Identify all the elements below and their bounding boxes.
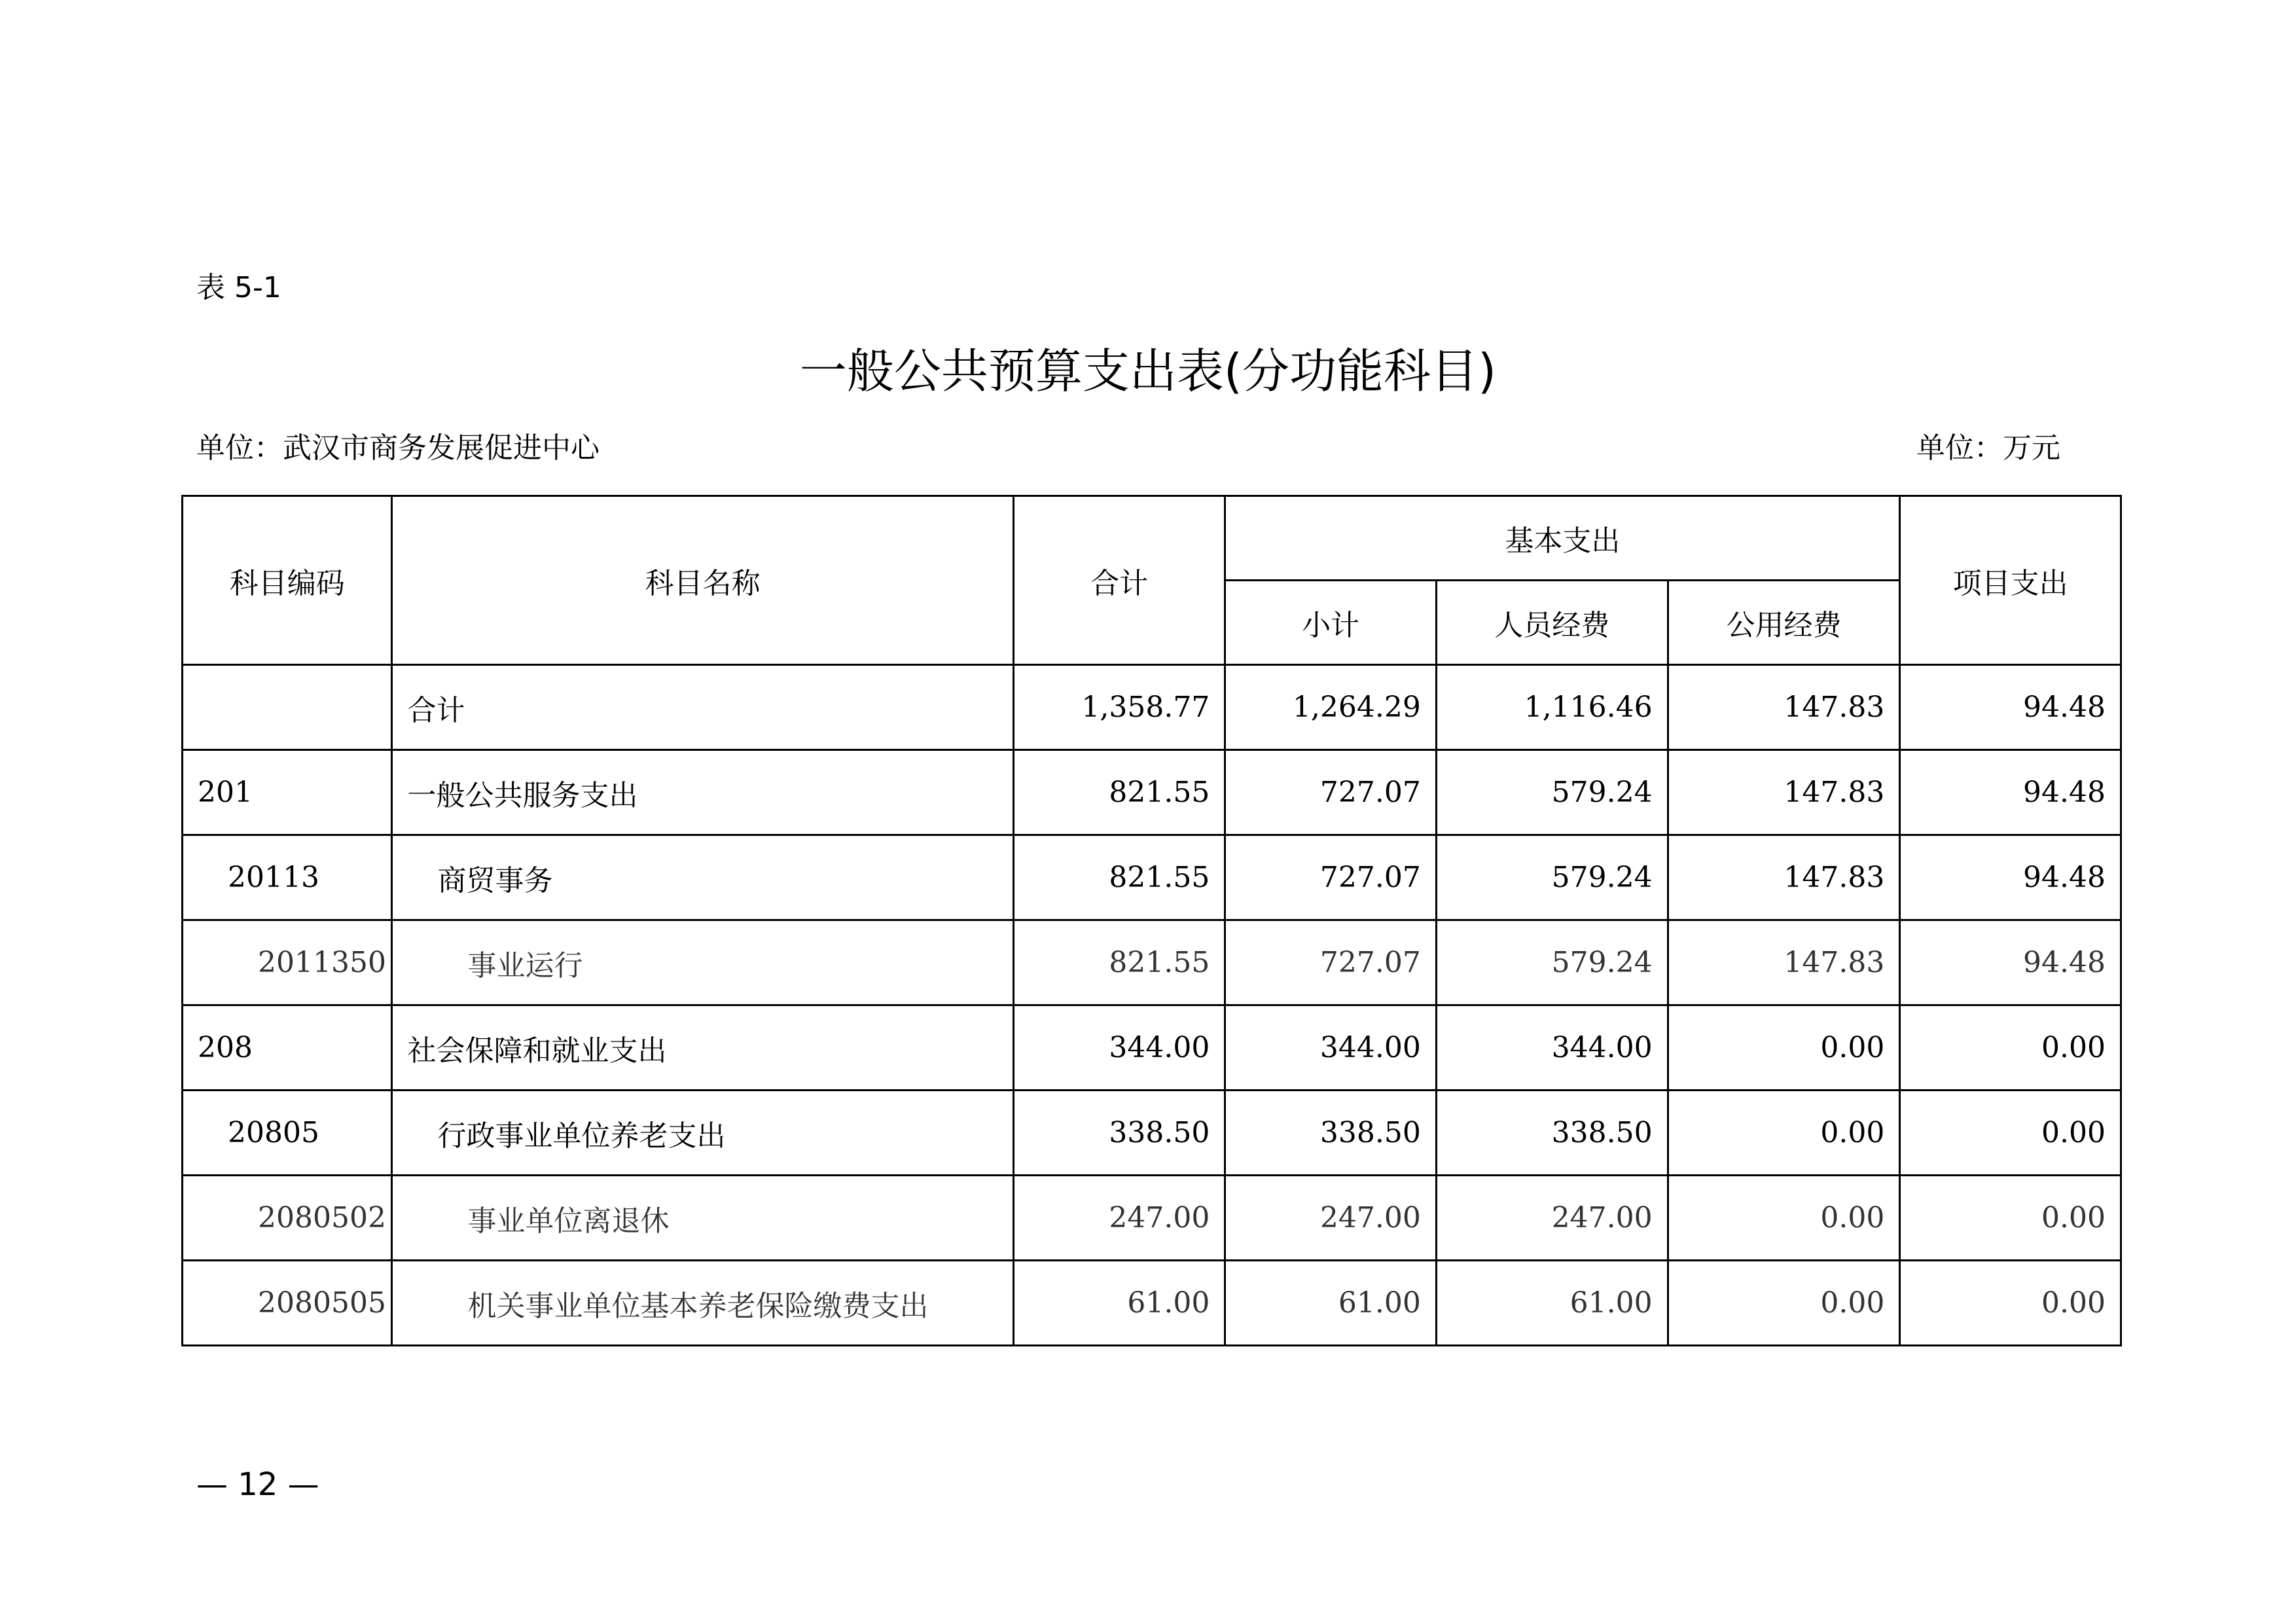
page-title: 一般公共预算支出表(分功能科目) — [799, 344, 1497, 399]
header-code: 科目编码 — [183, 496, 392, 665]
cell-personnel: 247.00 — [1436, 1176, 1668, 1261]
header-subtotal: 小计 — [1225, 581, 1437, 665]
cell-project: 0.00 — [1900, 1176, 2121, 1261]
cell-code — [183, 665, 392, 750]
table-row — [183, 665, 2121, 750]
cell-name: 机关事业单位基本养老保险缴费支出 — [392, 1261, 1013, 1346]
cell-personnel: 61.00 — [1436, 1261, 1668, 1346]
table-row — [183, 1261, 2121, 1346]
cell-total: 247.00 — [1013, 1176, 1225, 1261]
cell-code: 2011350 — [183, 920, 392, 1005]
header-basic: 基本支出 — [1225, 496, 1900, 581]
cell-personnel: 344.00 — [1436, 1005, 1668, 1091]
header-public: 公用经费 — [1668, 581, 1900, 665]
cell-name: 事业运行 — [392, 920, 1013, 1005]
table-row — [183, 750, 2121, 835]
cell-code: 208 — [183, 1005, 392, 1091]
cell-personnel: 579.24 — [1436, 750, 1668, 835]
header-personnel: 人员经费 — [1436, 581, 1668, 665]
cell-total: 821.55 — [1013, 920, 1225, 1005]
cell-code: 2080505 — [183, 1261, 392, 1346]
cell-code: 20113 — [183, 835, 392, 920]
cell-project: 94.48 — [1900, 750, 2121, 835]
cell-public: 147.83 — [1668, 920, 1900, 1005]
cell-name: 社会保障和就业支出 — [392, 1005, 1013, 1091]
cell-name: 一般公共服务支出 — [392, 750, 1013, 835]
page-number: — 12 — — [196, 1466, 319, 1503]
cell-project: 0.00 — [1900, 1261, 2121, 1346]
cell-total: 821.55 — [1013, 750, 1225, 835]
cell-subtotal: 727.07 — [1225, 835, 1437, 920]
cell-project: 0.00 — [1900, 1091, 2121, 1176]
cell-subtotal: 338.50 — [1225, 1091, 1437, 1176]
cell-subtotal: 247.00 — [1225, 1176, 1437, 1261]
cell-public: 147.83 — [1668, 750, 1900, 835]
cell-project: 0.00 — [1900, 1005, 2121, 1091]
cell-public: 147.83 — [1668, 665, 1900, 750]
cell-project: 94.48 — [1900, 665, 2121, 750]
header-name: 科目名称 — [392, 496, 1013, 665]
cell-personnel: 579.24 — [1436, 835, 1668, 920]
header-project: 项目支出 — [1900, 496, 2121, 665]
cell-project: 94.48 — [1900, 920, 2121, 1005]
cell-total: 821.55 — [1013, 835, 1225, 920]
cell-subtotal: 727.07 — [1225, 920, 1437, 1005]
cell-subtotal: 727.07 — [1225, 750, 1437, 835]
cell-project: 94.48 — [1900, 835, 2121, 920]
budget-table — [181, 495, 2122, 1346]
table-row — [183, 920, 2121, 1005]
cell-personnel: 1,116.46 — [1436, 665, 1668, 750]
cell-personnel: 338.50 — [1436, 1091, 1668, 1176]
cell-total: 338.50 — [1013, 1091, 1225, 1176]
cell-name: 合计 — [392, 665, 1013, 750]
cell-personnel: 579.24 — [1436, 920, 1668, 1005]
cell-code: 201 — [183, 750, 392, 835]
cell-subtotal: 1,264.29 — [1225, 665, 1437, 750]
table-number: 表 5-1 — [196, 271, 281, 304]
table-row — [183, 1176, 2121, 1261]
cell-total: 1,358.77 — [1013, 665, 1225, 750]
unit-currency: 单位：万元 — [1916, 431, 2060, 465]
table-row — [183, 1005, 2121, 1091]
table-row — [183, 835, 2121, 920]
cell-public: 147.83 — [1668, 835, 1900, 920]
cell-subtotal: 61.00 — [1225, 1261, 1437, 1346]
cell-total: 344.00 — [1013, 1005, 1225, 1091]
cell-public: 0.00 — [1668, 1091, 1900, 1176]
cell-code: 2080502 — [183, 1176, 392, 1261]
header-total: 合计 — [1013, 496, 1225, 665]
cell-public: 0.00 — [1668, 1176, 1900, 1261]
cell-name: 事业单位离退休 — [392, 1176, 1013, 1261]
cell-subtotal: 344.00 — [1225, 1005, 1437, 1091]
cell-name: 商贸事务 — [392, 835, 1013, 920]
cell-public: 0.00 — [1668, 1261, 1900, 1346]
cell-code: 20805 — [183, 1091, 392, 1176]
cell-name: 行政事业单位养老支出 — [392, 1091, 1013, 1176]
unit-organization: 单位：武汉市商务发展促进中心 — [196, 431, 600, 465]
cell-public: 0.00 — [1668, 1005, 1900, 1091]
table-row — [183, 1091, 2121, 1176]
cell-total: 61.00 — [1013, 1261, 1225, 1346]
